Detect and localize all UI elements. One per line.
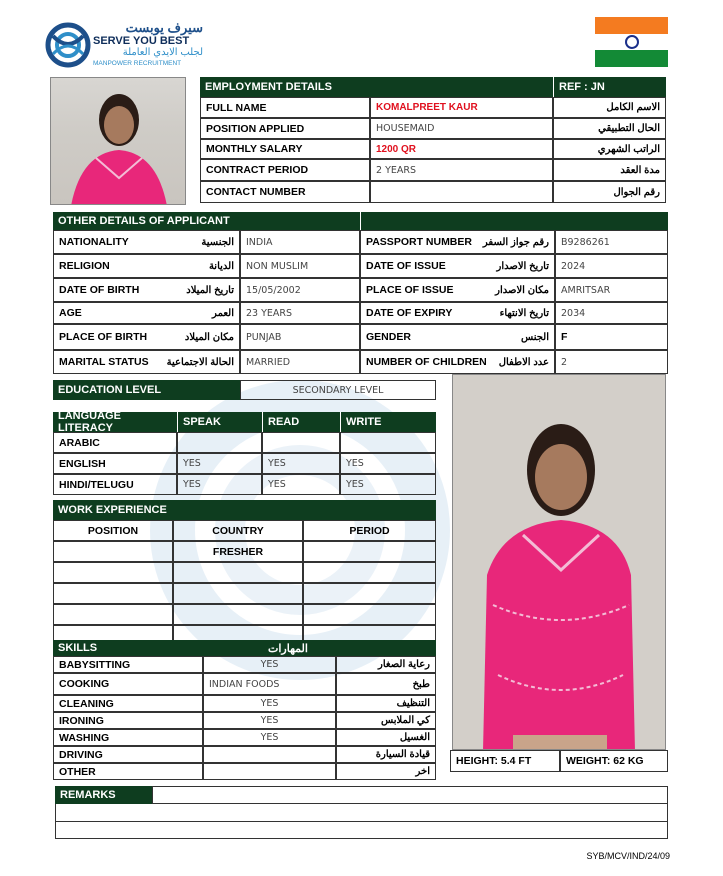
skill-label: IRONING xyxy=(53,712,203,729)
speak-value xyxy=(177,432,262,453)
speak-col-header: SPEAK xyxy=(177,412,262,432)
place-of-birth-value: PUNJAB xyxy=(240,324,360,350)
skill-value: YES xyxy=(203,695,336,712)
india-flag-icon xyxy=(595,17,668,67)
field-label-ar: العمر xyxy=(212,307,234,319)
skill-label: CLEANING xyxy=(53,695,203,712)
nationality-value: INDIA xyxy=(240,230,360,254)
work-position xyxy=(53,541,173,562)
field-label-ar: الراتب الشهري xyxy=(553,139,666,159)
field-label: RELIGION xyxy=(59,260,110,272)
applicant-photo-small xyxy=(50,77,186,205)
passport-number-value: B9286261 xyxy=(555,230,668,254)
skills-header-ar: المهارات xyxy=(263,640,436,656)
marital-status-value: MARRIED xyxy=(240,350,360,374)
skill-row xyxy=(53,729,436,746)
company-subtitle-en: MANPOWER RECRUITMENT xyxy=(93,60,182,67)
work-columns-row xyxy=(53,520,436,541)
field-label: FULL NAME xyxy=(200,97,370,118)
field-label: CONTRACT PERIOD xyxy=(200,159,370,181)
language-name: ENGLISH xyxy=(53,453,177,474)
contact-number-value xyxy=(370,181,553,203)
other-details-header: OTHER DETAILS OF APPLICANT xyxy=(53,212,360,230)
remarks-line xyxy=(55,822,668,839)
field-label: NATIONALITY xyxy=(59,236,129,248)
employment-row xyxy=(200,97,666,118)
skill-value xyxy=(203,763,336,780)
skill-row xyxy=(53,656,436,673)
language-col-header: LANGUAGE LITERACY xyxy=(53,412,177,432)
skills-header: SKILLS xyxy=(53,640,263,656)
language-name: ARABIC xyxy=(53,432,177,453)
work-position xyxy=(53,583,173,604)
skill-value: INDIAN FOODS xyxy=(203,673,336,695)
skill-row xyxy=(53,746,436,763)
work-row xyxy=(53,562,436,583)
work-country xyxy=(173,583,303,604)
age-value: 23 YEARS xyxy=(240,302,360,324)
weight-value: WEIGHT: 62 KG xyxy=(560,750,668,772)
field-label-ar: تاريخ الميلاد xyxy=(186,284,234,296)
skill-label-ar: الغسيل xyxy=(336,729,436,746)
read-value xyxy=(262,432,340,453)
ref-number: REF : JN xyxy=(553,77,666,97)
date-of-birth-value: 15/05/2002 xyxy=(240,278,360,302)
skill-label-ar: طبخ xyxy=(336,673,436,695)
field-label-ar: تاريخ الاصدار xyxy=(496,260,549,272)
skill-row xyxy=(53,695,436,712)
work-row xyxy=(53,541,436,562)
work-country xyxy=(173,562,303,583)
field-label-ar: الحالة الاجتماعية xyxy=(166,356,234,368)
work-position xyxy=(53,562,173,583)
place-of-issue-value: AMRITSAR xyxy=(555,278,668,302)
other-details-row xyxy=(53,278,668,302)
position-col-header: POSITION xyxy=(53,520,173,541)
field-label-ar: مكان الاصدار xyxy=(495,284,549,296)
language-literacy-table xyxy=(53,412,436,495)
field-label-ar: الجنس xyxy=(520,331,549,343)
skill-row xyxy=(53,712,436,729)
salary-value: 1200 QR xyxy=(370,139,553,159)
other-details-table xyxy=(53,230,668,374)
date-of-expiry-value: 2034 xyxy=(555,302,668,324)
work-position xyxy=(53,604,173,625)
skill-label: BABYSITTING xyxy=(53,656,203,673)
religion-value: NON MUSLIM xyxy=(240,254,360,278)
speak-value: YES xyxy=(177,474,262,495)
employment-details-table xyxy=(200,97,666,203)
education-level-value: SECONDARY LEVEL xyxy=(240,380,436,400)
skill-label: WASHING xyxy=(53,729,203,746)
write-value: YES xyxy=(340,474,436,495)
skill-label-ar: كي الملابس xyxy=(336,712,436,729)
skill-value: YES xyxy=(203,712,336,729)
field-label: DATE OF EXPIRY xyxy=(366,307,453,319)
write-value xyxy=(340,432,436,453)
company-logo xyxy=(45,20,203,70)
write-col-header: WRITE xyxy=(340,412,436,432)
work-period xyxy=(303,562,436,583)
skill-value: YES xyxy=(203,729,336,746)
skill-label-ar: رعاية الصغار xyxy=(336,656,436,673)
work-country: FRESHER xyxy=(173,541,303,562)
other-details-row xyxy=(53,254,668,278)
employment-details-header: EMPLOYMENT DETAILS xyxy=(200,77,553,97)
company-name-en: SERVE YOU BEST xyxy=(93,35,190,47)
work-row xyxy=(53,583,436,604)
other-details-row xyxy=(53,350,668,374)
field-label: PLACE OF ISSUE xyxy=(366,284,454,296)
skills-table xyxy=(53,640,436,780)
language-row xyxy=(53,474,436,495)
position-value: HOUSEMAID xyxy=(370,118,553,139)
skill-row xyxy=(53,673,436,695)
skill-value: YES xyxy=(203,656,336,673)
field-label-ar: مدة العقد xyxy=(553,159,666,181)
field-label: CONTACT NUMBER xyxy=(200,181,370,203)
field-label: NUMBER OF CHILDREN xyxy=(366,356,487,368)
language-row xyxy=(53,453,436,474)
field-label-ar: عدد الاطفال xyxy=(498,356,549,368)
field-label-ar: الحال التطبيقي xyxy=(553,118,666,139)
height-value: HEIGHT: 5.4 FT xyxy=(450,750,560,772)
work-experience-table xyxy=(53,500,436,646)
applicant-photo-full xyxy=(452,374,666,750)
other-details-header-right xyxy=(360,212,668,230)
skill-label: COOKING xyxy=(53,673,203,695)
employment-row xyxy=(200,181,666,203)
language-name: HINDI/TELUGU xyxy=(53,474,177,495)
field-label: POSITION APPLIED xyxy=(200,118,370,139)
company-name-ar: سيرف يوبست xyxy=(125,20,203,35)
other-details-row xyxy=(53,230,668,254)
write-value: YES xyxy=(340,453,436,474)
full-name-value: KOMALPREET KAUR xyxy=(370,97,553,118)
field-label-ar: الديانة xyxy=(208,260,234,272)
country-col-header: COUNTRY xyxy=(173,520,303,541)
language-header-row xyxy=(53,412,436,432)
company-subtitle-ar: لجلب الايدي العاملة xyxy=(122,47,203,58)
field-label-ar: الجنسية xyxy=(201,236,234,248)
work-country xyxy=(173,604,303,625)
field-label: GENDER xyxy=(366,331,411,343)
employment-row xyxy=(200,159,666,181)
work-period xyxy=(303,604,436,625)
skill-row xyxy=(53,763,436,780)
field-label-ar: تاريخ الانتهاء xyxy=(499,307,549,319)
remarks-header-fill xyxy=(152,786,668,804)
employment-row xyxy=(200,139,666,159)
skill-label: OTHER xyxy=(53,763,203,780)
remarks-line xyxy=(55,804,668,822)
skill-label-ar: قيادة السيارة xyxy=(336,746,436,763)
language-row xyxy=(53,432,436,453)
speak-value: YES xyxy=(177,453,262,474)
field-label-ar: رقم الجوال xyxy=(553,181,666,203)
field-label-ar: الاسم الكامل xyxy=(553,97,666,118)
date-of-issue-value: 2024 xyxy=(555,254,668,278)
work-row xyxy=(53,604,436,625)
field-label: PASSPORT NUMBER xyxy=(366,236,472,248)
skills-header-row xyxy=(53,640,436,656)
field-label: DATE OF BIRTH xyxy=(59,284,140,296)
work-period xyxy=(303,541,436,562)
remarks-header: REMARKS xyxy=(55,786,152,804)
read-value: YES xyxy=(262,453,340,474)
other-details-row xyxy=(53,302,668,324)
education-level-label: EDUCATION LEVEL xyxy=(53,380,240,400)
other-details-row xyxy=(53,324,668,350)
document-code: SYB/MCV/IND/24/09 xyxy=(586,851,670,861)
logo-emblem-icon xyxy=(45,22,91,68)
skill-label-ar: التنظيف xyxy=(336,695,436,712)
skill-label: DRIVING xyxy=(53,746,203,763)
field-label: MONTHLY SALARY xyxy=(200,139,370,159)
field-label-ar: رقم جواز السفر xyxy=(482,236,549,248)
number-of-children-value: 2 xyxy=(555,350,668,374)
work-experience-header: WORK EXPERIENCE xyxy=(53,500,436,520)
contract-period-value: 2 YEARS xyxy=(370,159,553,181)
field-label: AGE xyxy=(59,307,82,319)
work-period xyxy=(303,583,436,604)
period-col-header: PERIOD xyxy=(303,520,436,541)
field-label-ar: مكان الميلاد xyxy=(184,331,234,343)
skill-value xyxy=(203,746,336,763)
skill-label-ar: اخر xyxy=(336,763,436,780)
read-value: YES xyxy=(262,474,340,495)
gender-value: F xyxy=(555,324,668,350)
read-col-header: READ xyxy=(262,412,340,432)
field-label: DATE OF ISSUE xyxy=(366,260,446,272)
employment-row xyxy=(200,118,666,139)
field-label: MARITAL STATUS xyxy=(59,356,149,368)
field-label: PLACE OF BIRTH xyxy=(59,331,148,343)
work-experience-header-row xyxy=(53,500,436,520)
